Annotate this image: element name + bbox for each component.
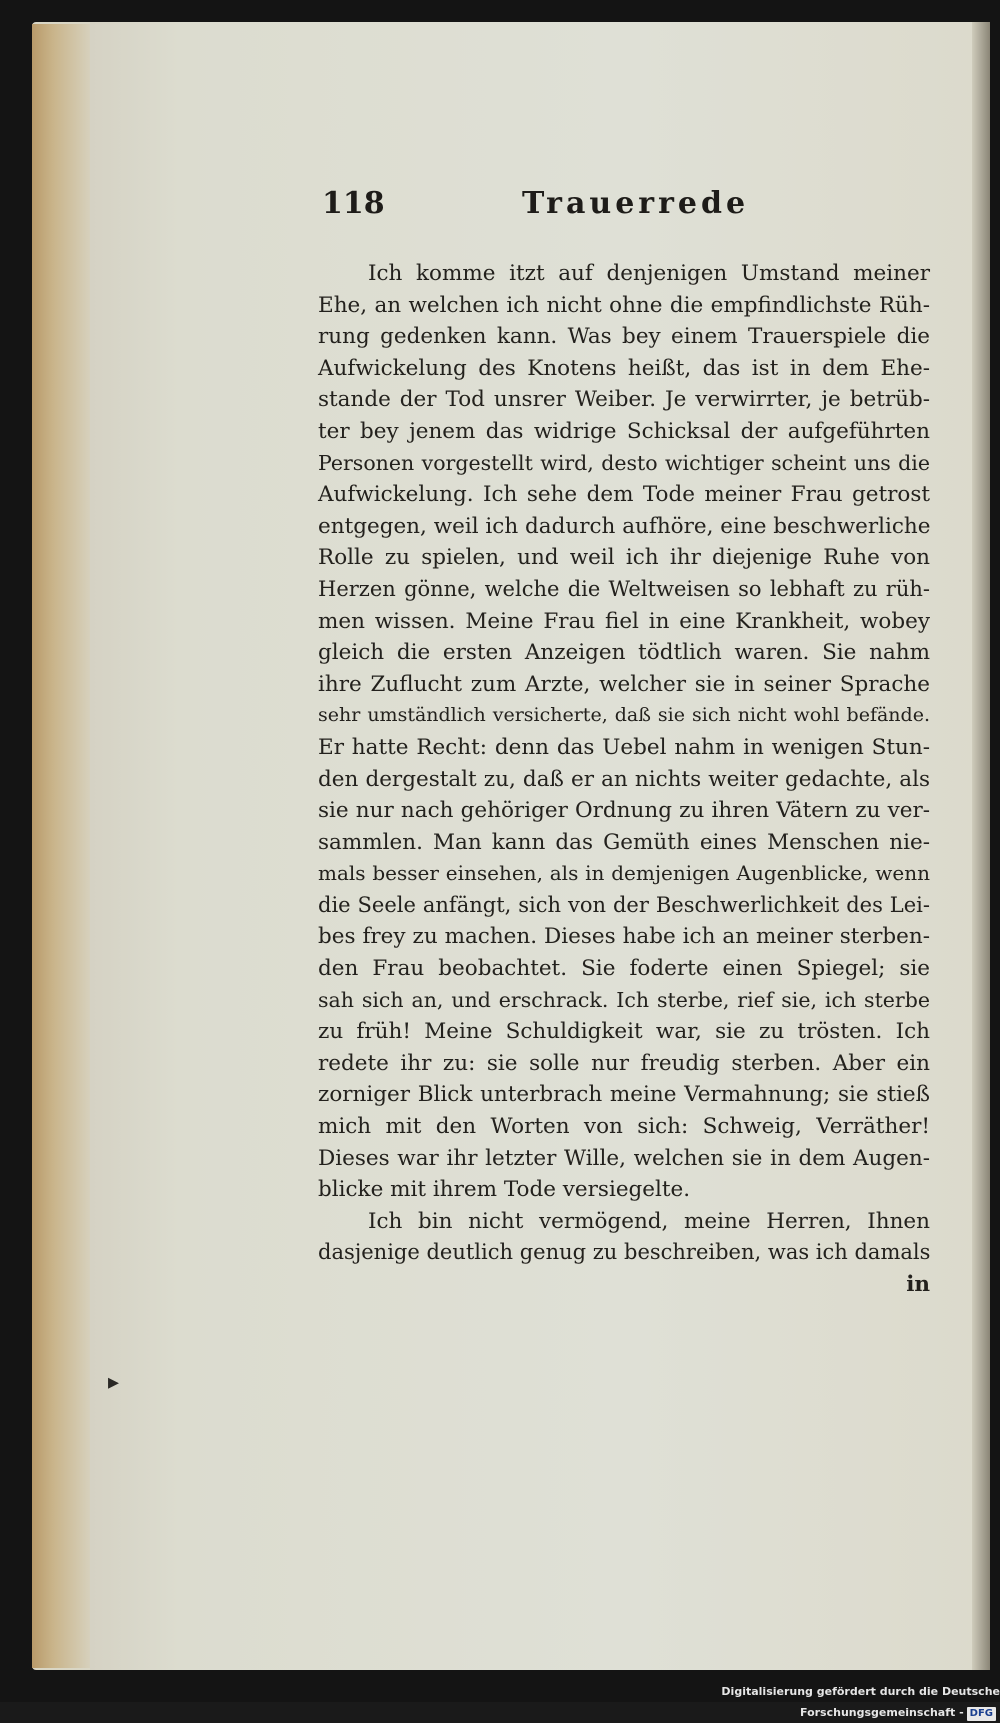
text-line: sah sich an, und erschrack. Ich sterbe, rief sie, ich sterbe (318, 987, 930, 1012)
text-line: Aufwickelung des Knotens heißt, das ist in dem Ehe- (318, 355, 930, 381)
text-line: die Seele anfängt, sich von der Beschwerlichkeit des Lei- (318, 892, 930, 917)
running-title: Trauerrede (522, 186, 750, 221)
text-line: Er hatte Recht: denn das Uebel nahm in wenigen Stun- (318, 734, 930, 760)
text-line: entgegen, weil ich dadurch aufhöre, eine beschwerliche (318, 513, 931, 539)
text-line: mals besser einsehen, als in demjenigen Augenblicke, wenn (318, 861, 930, 886)
text-line: sehr umständlich versicherte, daß sie sich nicht wohl befände. (318, 704, 930, 727)
body-text (318, 258, 930, 1301)
catchword: in (906, 1272, 930, 1297)
text-line: Ich bin nicht vermögend, meine Herren, Ihnen (368, 1208, 930, 1234)
text-line: Ehe, an welchen ich nicht ohne die empfindlichste Rüh- (318, 292, 930, 318)
text-line: bes frey zu machen. Dieses habe ich an meiner sterben- (318, 924, 930, 950)
margin-arrow-icon: ▸ (108, 1370, 120, 1395)
dfg-logo-icon: DFG (967, 1707, 996, 1721)
text-line: stande der Tod unsrer Weiber. Je verwirrter, je betrüb- (318, 387, 930, 413)
text-line: Dieses war ihr letzter Wille, welchen sie in dem Augen- (318, 1145, 930, 1171)
text-line: den Frau beobachtet. Sie foderte einen Spiegel; sie (318, 956, 930, 982)
text-line: Herzen gönne, welche die Weltweisen so lebhaft zu rüh- (318, 576, 930, 601)
text-line: blicke mit ihrem Tode versiegelte. (318, 1177, 691, 1203)
digitization-credit (570, 1681, 1000, 1719)
text-line: Aufwickelung. Ich sehe dem Tode meiner Frau getrost (318, 482, 930, 508)
text-line: gleich die ersten Anzeigen tödtlich waren. Sie nahm (318, 640, 930, 666)
page-gutter-edge (32, 24, 92, 1668)
text-line: men wissen. Meine Frau fiel in eine Krankheit, wobey (318, 608, 930, 634)
text-line: sammlen. Man kann das Gemüth eines Menschen nie- (318, 829, 930, 855)
text-line: den dergestalt zu, daß er an nichts weiter gedachte, als (318, 766, 930, 792)
text-line: rung gedenken kann. Was bey einem Trauerspiele die (318, 324, 930, 350)
text-line: Rolle zu spielen, und weil ich ihr diejenige Ruhe von (318, 545, 930, 571)
text-line: Ich komme itzt auf denjenigen Umstand meiner (368, 261, 930, 286)
text-line: Personen vorgestellt wird, desto wichtiger scheint uns die (318, 450, 930, 475)
text-line: zorniger Blick unterbrach meine Vermahnung; sie stieß (318, 1082, 930, 1108)
page-fore-edge (972, 22, 990, 1670)
text-line: zu früh! Meine Schuldigkeit war, sie zu trösten. Ich (318, 1019, 930, 1045)
page-number: 118 (322, 186, 385, 221)
text-line: dasjenige deutlich genug zu beschreiben, was ich damals (318, 1240, 931, 1265)
text-line: ihre Zuflucht zum Arzte, welcher sie in seiner Sprache (318, 671, 930, 697)
text-line: sie nur nach gehöriger Ordnung zu ihren Vätern zu ver- (318, 798, 930, 824)
text-line: ter bey jenem das widrige Schicksal der aufgeführten (318, 418, 930, 444)
page-header (322, 186, 937, 236)
credit-text: Digitalisierung gefördert durch die Deutsche Forschungsgemeinschaft - (721, 1685, 1000, 1719)
text-line: mich mit den Worten von sich: Schweig, Verräther! (318, 1114, 930, 1140)
text-line: redete ihr zu: sie solle nur freudig sterben. Aber ein (318, 1050, 930, 1076)
